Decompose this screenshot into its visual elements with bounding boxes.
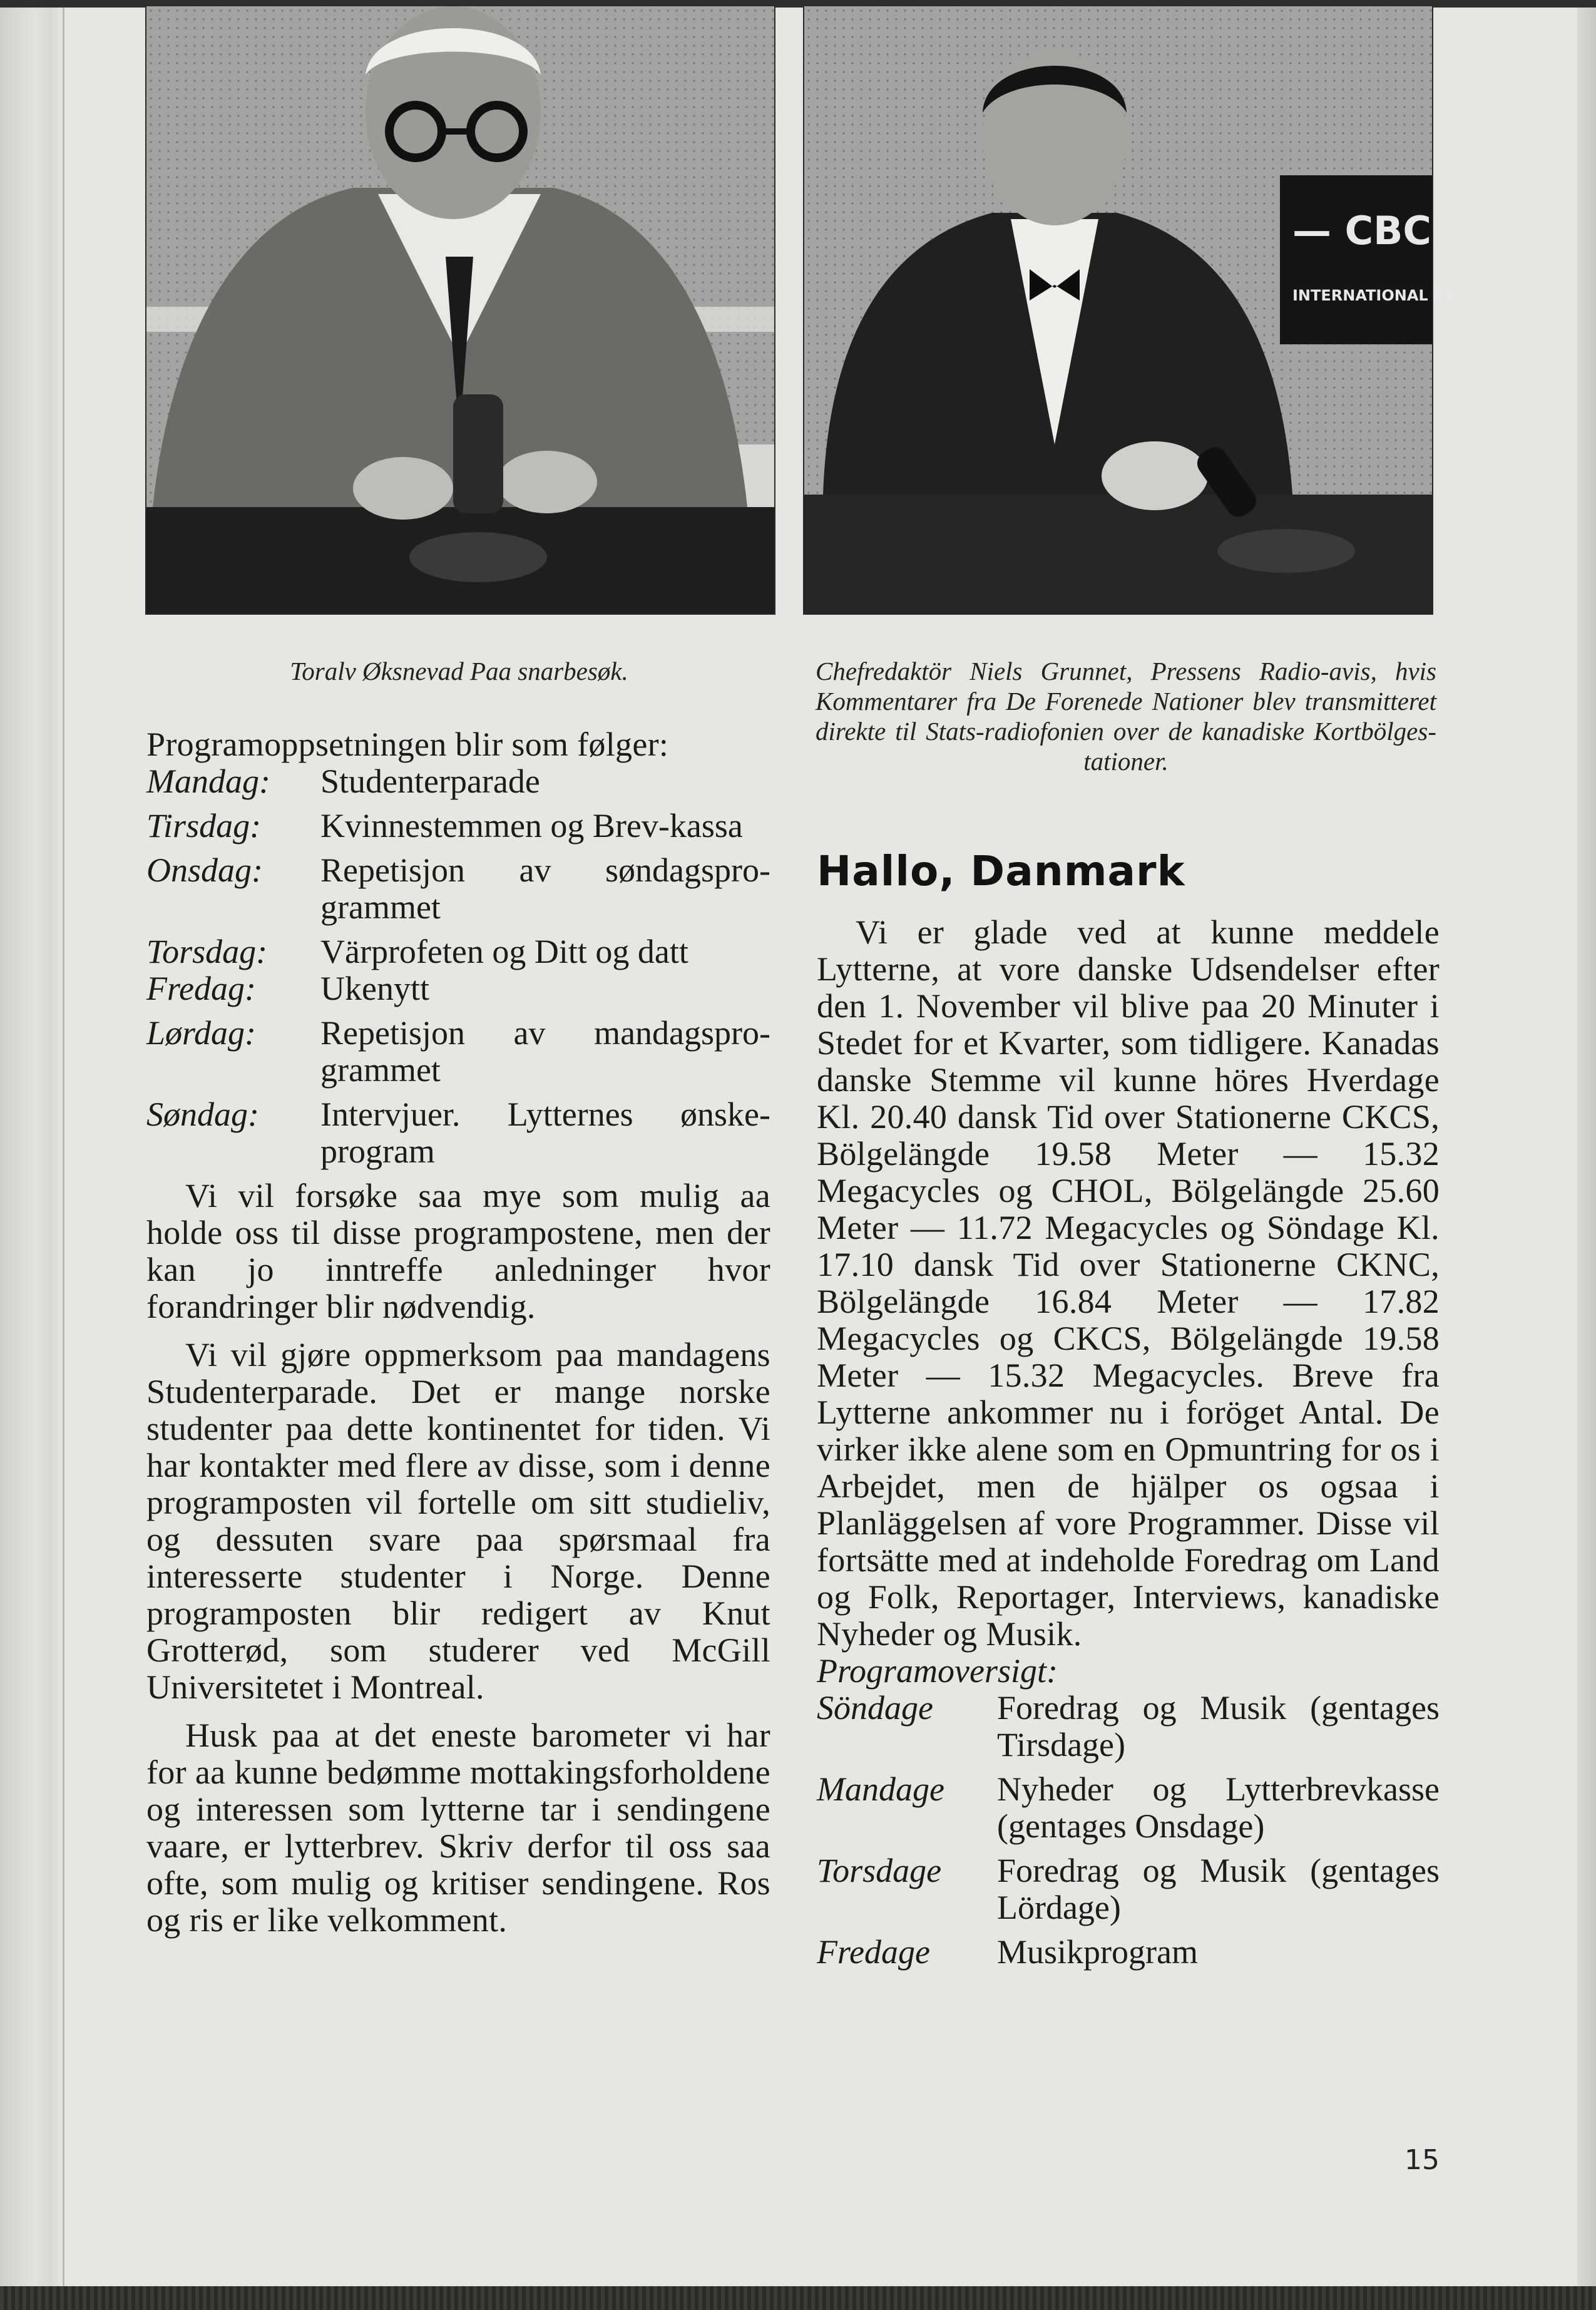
schedule-intro: Programoppsetningen blir som følger: (146, 726, 669, 763)
paragraph: Vi er glade ved at kunne meddele Lytterne, at vore danske Udsendelser efter den 1. November vil blive paa 20 Minuter i Stedet for et Kvarter, som tidligere. Kanadas danske Stemme vil kunne höres Hverdage Kl. 20.40 dansk Tid over Stationerne CKCS, Bölgelängde 19.58 Meter — 15.32 Megacycles og CHOL, Bölgelängde 25.60 Meter — 11.72 Megacycles og Söndage Kl. 17.10 dansk Tid over Stationerne CKNC, Bölgelängde 16.84 Meter — 17.82 Megacycles og CKCS, Bölgelängde 19.58 Meter — 15.32 Megacycles. Breve fra Lytterne ankommer nu i foröget Antal. De virker ikke alene som en Opmuntring for os i Arbejdet, men de hjälper os ogsaa i Planläggelsen af vore Programmer. Disse vil fortsätte med at indeholde Foredrag om Land og Folk, Reportager, Interviews, kanadiske Nyheder og Musik. (817, 913, 1440, 1653)
cbc-sign-text: — CBC (1292, 208, 1431, 254)
overview-row (817, 1690, 1440, 1771)
overview-row (817, 1771, 1440, 1852)
cbc-sign (1280, 175, 1432, 344)
schedule-program: Intervjuer. Lytternes ønske-program (320, 1096, 770, 1170)
overview-day: Torsdage (817, 1852, 942, 1889)
schedule-row (146, 852, 770, 933)
book-spine (0, 8, 64, 2291)
background-surface (0, 2286, 1596, 2310)
schedule-program: Repetisjon av søndagspro-grammet (320, 851, 770, 926)
left-column (146, 726, 770, 1939)
schedule-day: Lørdag: (146, 1014, 257, 1052)
article-heading: Hallo, Danmark (817, 847, 1185, 895)
schedule-row (146, 1096, 770, 1178)
weekly-schedule (146, 763, 770, 1178)
caption-right: Chefredaktör Niels Grunnet, Pressens Radio-avis, hvis Kommentarer fra De Forenede Nationer blev transmitteret direkte til Stats-radiofonien over de kanadiske Kortbölges-tationer. (816, 657, 1436, 776)
schedule-row (146, 970, 770, 1015)
right-column (817, 914, 1440, 1978)
paragraph: Vi vil gjøre oppmerksom paa mandagens Studenterparade. Det er mange norske studenter paa dette kontinentet for tiden. Vi har kontakter med flere av disse, som i denne programposten vil fortelle om sitt studieliv, og dessuten svare paa spørsmaal fra interesserte studenter i Norge. Denne programposten blir redigert av Knut Grotterød, som studerer ved McGill Universitetet i Montreal. (146, 1336, 770, 1706)
overview-day: Söndage (817, 1689, 933, 1727)
photo-niels-grunnet (803, 5, 1455, 615)
schedule-day: Onsdag: (146, 851, 263, 889)
schedule-program: Värprofeten og Ditt og datt (320, 933, 688, 970)
overview-day: Mandage (817, 1770, 944, 1808)
program-overview (817, 1690, 1440, 1978)
cbc-sign-subtext: INTERNATIONAL SE (1292, 287, 1455, 304)
overview-day: Fredage (817, 1933, 930, 1971)
portrait-illustration-left (146, 6, 774, 613)
overview-row (817, 1852, 1440, 1934)
overview-program: Foredrag og Musik (gentages Lördage) (997, 1852, 1440, 1926)
overview-program: Musikprogram (997, 1933, 1198, 1971)
page-number: 15 (1404, 2144, 1440, 2176)
page-right-edge (1577, 8, 1596, 2291)
schedule-row (146, 933, 770, 970)
schedule-row (146, 763, 770, 808)
overview-program: Nyheder og Lytterbrevkasse (gentages Onsdage) (997, 1770, 1440, 1845)
schedule-program: Ukenytt (320, 970, 429, 1007)
schedule-program: Studenterparade (320, 762, 540, 800)
portrait-illustration-right (804, 6, 1455, 613)
schedule-row (146, 808, 770, 852)
schedule-day: Fredag: (146, 970, 256, 1007)
overview-program: Foredrag og Musik (gentages Tirsdage) (997, 1689, 1440, 1763)
caption-left: Toralv Øksnevad Paa snarbesøk. (290, 657, 628, 685)
schedule-day: Torsdag: (146, 933, 268, 970)
schedule-day: Tirsdag: (146, 807, 262, 844)
schedule-row (146, 1015, 770, 1096)
paragraph: Vi vil forsøke saa mye som mulig aa holde oss til disse programpostene, men der kan jo inntreffe anledninger hvor forandringer blir nødvendig. (146, 1177, 770, 1325)
schedule-day: Søndag: (146, 1096, 259, 1133)
schedule-program: Kvinnestemmen og Brev-kassa (320, 807, 743, 844)
overview-row (817, 1934, 1440, 1978)
paragraph: Husk paa at det eneste barometer vi har for aa kunne bedømme mottakingsforholdene og interessen som lytterne tar i sendingene vaare, er lytterbrev. Skriv derfor til oss saa ofte, som mulig og kritiser sendingene. Ros og ris er like velkomment. (146, 1717, 770, 1939)
program-overview-label: Programoversigt: (817, 1652, 1058, 1690)
schedule-day: Mandag: (146, 762, 270, 800)
schedule-program: Repetisjon av mandagspro-grammet (320, 1014, 770, 1089)
photo-toralv-oksnevad (145, 5, 775, 615)
